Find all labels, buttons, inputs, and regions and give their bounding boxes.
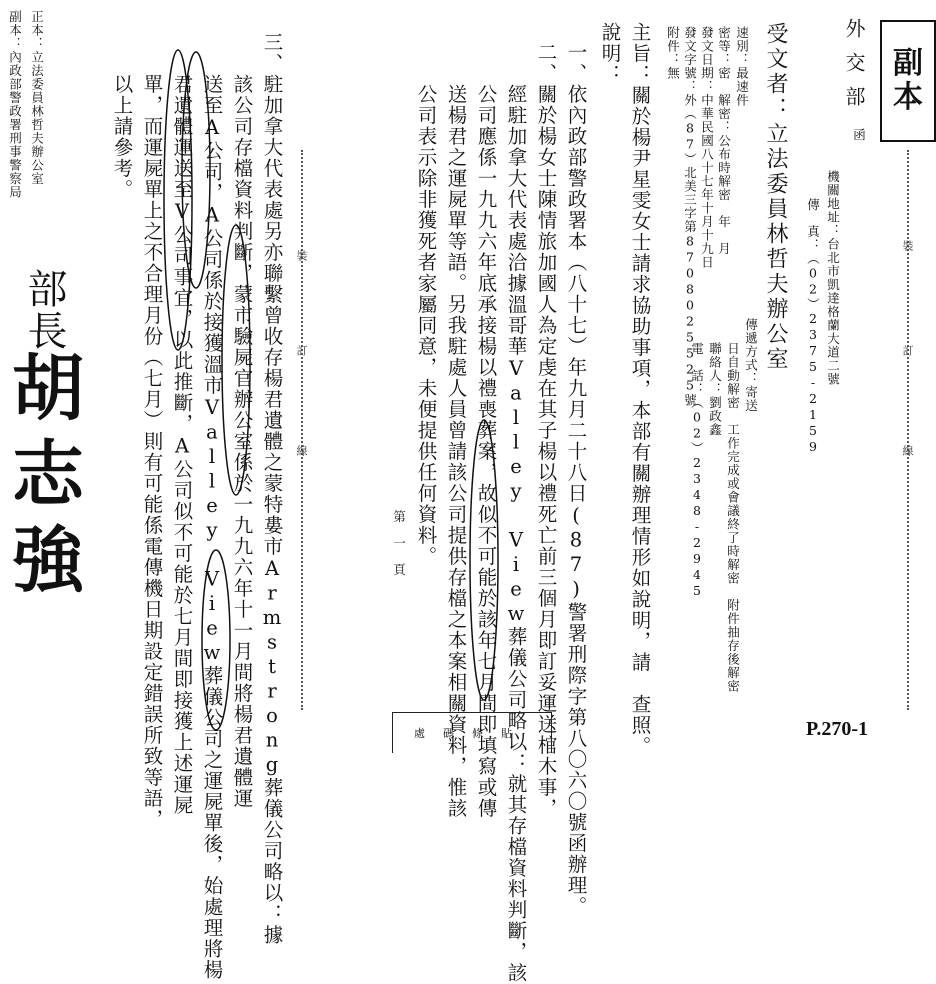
address: 機關地址：台北市凱達格蘭大道二號 [825, 170, 841, 386]
explanation-item-3-line-1: 三、駐加拿大代表處另亦聯繫曾收存楊君遺體之蒙特婁市Armstrong葬儀公司略以：據 [260, 32, 284, 946]
auto-declassify: 日自動解密 工作完成或會議終了時解密 附件抽存後解密 [725, 342, 741, 693]
contact-phone: 電 話：（02）2348-2945 [689, 342, 705, 599]
explanation-item-2-line-1: 二、關於楊女士陳情旅加國人為定虔在其子楊以禮死亡前三個月即訂妥運送棺木事， [534, 42, 558, 819]
explanation-item-2-line-5: 公司表示除非獲死者家屬同意，未便提供任何資料。 [414, 42, 438, 567]
secrecy: 密等：密 解密：公布時解密 年 月 [716, 26, 732, 256]
agency-mark: 函 [851, 128, 867, 142]
signature-name: 胡志強 [0, 350, 85, 608]
stamp-char-1: 副 [893, 45, 923, 81]
explanation-label: 說明： [598, 22, 622, 85]
explanation-item-3-line-2: 該公司存檔資料判斷，蒙市驗屍官辦公室係於一九九六年十一月間將楊君遺體運 [230, 32, 254, 809]
explanation-item-3-line-5: 單，而運屍單上之不合理月份（七月）則有可能係電傳機日期設定錯誤所致等語， [140, 32, 164, 830]
binding-mark-1: 裝 [901, 240, 914, 251]
subject: 主旨：關於楊尹星雯女士請求協助事項，本部有關辦理情形如說明，請 查照。 [628, 22, 652, 757]
page-number: 第一頁 [391, 510, 407, 590]
explanation-item-2-line-2: 經駐加拿大代表處洽據溫哥華Valley View葬儀公司略以：就其存檔資料判斷，該 [504, 42, 528, 984]
barcode-label-text: 處碼條貼 [414, 727, 530, 740]
fax: 傳 真：（02）2375-2159 [805, 198, 821, 455]
attachment: 附件：無 [665, 26, 681, 80]
binding-mark-2: 訂 [901, 345, 914, 356]
contact-person: 聯絡人：劉政鑫 [707, 342, 723, 437]
binding-line-right [907, 150, 909, 710]
speed: 速別：最速件 [734, 26, 750, 107]
explanation-item-3-line-4: 君遺體運送至V公司事宜，以此推斷，A公司似不可能於七月間即接獲上述運屍 [170, 32, 194, 816]
binding-mark-mid-2: 訂 [295, 345, 308, 356]
stamp-char-2: 本 [893, 80, 923, 115]
issue-date: 發文日期：中華民國八十七年十月十九日 [699, 26, 715, 269]
binding-line-middle [301, 150, 303, 710]
distribution-copy: 副本：內政部警政署刑事警察局 [7, 10, 23, 199]
explanation-item-2-line-4: 送楊君之運屍單等語。另我駐處人員曾請該公司提供存檔之本案相關資料，惟該 [444, 42, 468, 819]
signature-title: 部長 [21, 268, 67, 352]
explanation-item-3-line-3: 送至A公司，A公司係於接獲溫市Valley View葬儀公司之運屍單後，始處理將楊 [200, 32, 224, 981]
delivery-method: 傳遞方式：寄送 [743, 318, 759, 413]
doc-number: 發文字號：外（87）北美三字第8708025525號 [682, 26, 698, 407]
agency-name: 外交部 [842, 18, 866, 120]
distribution-main: 正本：立法委員林哲夫辦公室 [29, 10, 45, 186]
copy-stamp [880, 20, 936, 142]
recipient: 受文者：立法委員林哲夫辦公室 [763, 22, 788, 372]
explanation-item-1-line-1: 一、依內政部警政署本（八十七）年九月二十八日(87)警署刑際字第八〇六〇號函辦理。 [564, 42, 588, 917]
barcode-label-box [392, 712, 552, 753]
binding-mark-mid-1: 裝 [295, 250, 308, 261]
binding-mark-3: 線 [901, 445, 914, 456]
explanation-item-3-line-6: 以上請參考。 [110, 32, 134, 200]
binding-mark-mid-3: 線 [295, 445, 308, 456]
doc-page-code: P.270-1 [806, 718, 869, 740]
explanation-item-2-line-3: 公司應係一九九六年底承接楊以禮喪葬案，故似不可能於該年七月間即填寫或傳 [474, 42, 498, 819]
